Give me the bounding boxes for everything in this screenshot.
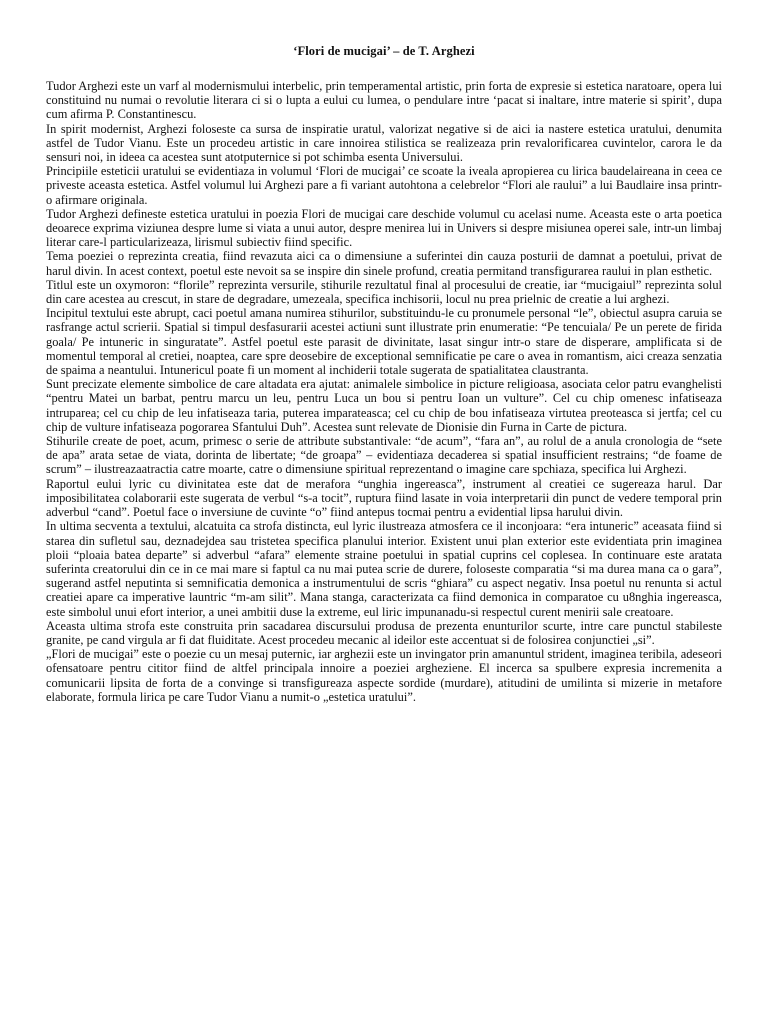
document-title: ‘Flori de mucigai’ – de T. Arghezi bbox=[293, 44, 475, 58]
paragraph: Sunt precizate elemente simbolice de care altadata era ajutat: animalele simbolice in picture religioasa, asociata celor patru evanghelisti “pentru Matei un barbat, pentru marcu un leu, pentru Luca un bou si pentru Ioan un vulture”. Cel cu chip omenesc infatiseaza intruparea; cel cu chip de leu infatiseaza taria, puterea imparateasca; cel cu chip de bou infatiseaza virtutea preoteasca si jertfa; cel cu chip de vulture infatiseaza pogorarea Sfantului Duh”. Acestea sunt relevate de Dionisie din Furna in Carte de pictura. bbox=[46, 377, 722, 434]
paragraph: Incipitul textului este abrupt, caci poetul amana numirea stihurilor, substituindu-le cu pronumele personal “le”, obiectul asupra caruia se rasfrange actul scrierii. Spatial si timpul desfasurarii acestei actiuni sunt illustrate prin enumeratie: “Pe tencuiala/ Pe un perete de firida goala/ Pe intuneric in singuratate”. Astfel poetul este parasit de divinitate, lasat singur intr-o stare de disperare, amplificata si de momentul temporal al cretiei, noaptea, care spre deosebire de exceptional semnificatie pe care o avea in romantism, aici creaza senzatia de spaima a neantului. Intunericul poate fi un moment al inchiderii totale sugerata de spatialitatea claustranta. bbox=[46, 306, 722, 378]
paragraph: In ultima secventa a textului, alcatuita ca strofa distincta, eul lyric ilustreaza atmosfera ce il inconjoara: “era intuneric” aceasata fiind si starea din sufletul sau, deznadejdea sau tristetea specifica planului interior. Existent unui plan exterior este evidentiata prin imaginea ploii “ploaia batea departe” si adverbul “afara” elemente straine poetului in spatial cuprins cel coplesea. In continuare este aratata suferinta creatorului din ce in ce mai mare si faptul ca nu mai putea scrie de durere, foloseste comparatia “si ma durea mana ca o gara”, sugerand astfel neputinta si semnificatia demonica a instrumentului de scris “ghiara” cu aspect negativ. Insa poetul nu renunta si actul creatiei apare ca imperative launtric “m-am silit”. Mana stanga, caracterizata ca fiind demonica in comparatoe cu u8nghia ingereasca, este simbolul unui efort interior, a unei ambitii duse la extreme, eul liric impunanadu-si respectul curent menirii sale creatoare. bbox=[46, 519, 722, 619]
paragraph: Aceasta ultima strofa este construita prin sacadarea discursului produsa de prezenta enunturilor scurte, intre care punctul stabileste granite, pe cand virgula ar fi dat fluiditate. Acest procedeu mecanic al ideilor este accentuat si de folosirea conjunctiei „si”. bbox=[46, 618, 722, 647]
paragraph: Raportul eului lyric cu divinitatea este dat de merafora “unghia ingereasca”, instrument al creatiei ce sugereaza harul. Dar imposibilitatea colaborarii este sugerata de verbul “s-a tocit”, ruptura fiind lasate in voia interpretarii din punct de vedere temporal prin adverbul “cand”. Poetul face o inversiune de cuvinte “o” fiind antepus tocmai pentru a evidential lipsa harului divin. bbox=[46, 476, 722, 520]
paragraph: Tudor Arghezi defineste estetica uratului in poezia Flori de mucigai care deschide volumul cu acelasi nume. Aceasta este o arta poetica deoarece exprima viziunea despre lume si viata a unui autor, despre menirea lui in Univers si despre misiunea operei sale, intr-un limbaj literar care-l particularizeaza, lirismul subiectiv fiind specific. bbox=[46, 206, 722, 250]
paragraph: Stihurile create de poet, acum, primesc o serie de attribute substantivale: “de acum”, “fara an”, au rolul de a anula cronologia de “sete de apa” arata setae de viata, dorinta de libertate; “de groapa” – evidentiaza decaderea si spatial insufficient restrains; “de foame de scrum” – ilustreazaatractia catre moarte, catre o dimensiune spiritual reprezentand o imagine care spchiaza, specifica lui Arghezi. bbox=[46, 434, 722, 477]
document-body bbox=[46, 79, 722, 704]
paragraph: Principiile esteticii uratului se evidentiaza in volumul ‘Flori de mucigai’ ce scoate la iveala apropierea cu lirica baudelaireana in ceea ce priveste aceasta estetica. Astfel volumul lui Arghezi pare a fi variant autohtona a celebrelor “Flori ale raului” a lui Baudlaire insa printr-o afirmare originala. bbox=[46, 164, 722, 207]
paragraph: Titlul este un oxymoron: “florile” reprezinta versurile, stihurile rezultatul final al procesului de creatie, iar “mucigaiul” reprezinta solul din care acestea au crescut, in stare de degradare, umezeala, specifica inchisorii, locul nu prea prielnic de creatie a lui arghezi. bbox=[46, 277, 722, 307]
paragraph: „Flori de mucigai” este o poezie cu un mesaj puternic, iar arghezii este un invingator prin amanuntul strident, imaginea teribila, adeseori ofensatoare pentru cititor fiind de altfel principala innoire a poeziei argheziene. El incerca sa spulbere expresia incremenita a comunicarii lipsita de forta de a convinge si transfigureaza aspecte sordide (murdare), atitudini de umilinta si mizerie in metafore elaborate, formula lirica pe care Tudor Vianu a numit-o „estetica uratului”. bbox=[46, 647, 722, 704]
paragraph: Tudor Arghezi este un varf al modernismului interbelic, prin temperamental artistic, prin forta de expresie si estetica naratoare, opera lui constituind nu numai o revolutie literara ci si o lupta a eului cu lumea, o pendulare intre ‘pacat si inaltare, intre materie si spirit’, dupa cum afirma P. Constantinescu. bbox=[46, 79, 722, 122]
paragraph: Tema poeziei o reprezinta creatia, fiind revazuta aici ca o dimensiune a suferintei din cauza posturii de damnat a poetului, privat de harul divin. In acest context, poetul este nevoit sa se inspire din sinele profund, creatia permitand transfigurarea raului in plan esthetic. bbox=[46, 249, 722, 278]
paragraph: In spirit modernist, Arghezi foloseste ca sursa de inspiratie uratul, valorizat negative si de aici ia nastere estetica uratului, denumita astfel de Tudor Vianu. Este un procedeu artistic in care innoirea stilistica se realizeaza prin revalorificarea cuvintelor, carora le da sensuri noi, in ideea ca acestea sunt atotputernice si pot schimba esenta Universului. bbox=[46, 121, 722, 165]
